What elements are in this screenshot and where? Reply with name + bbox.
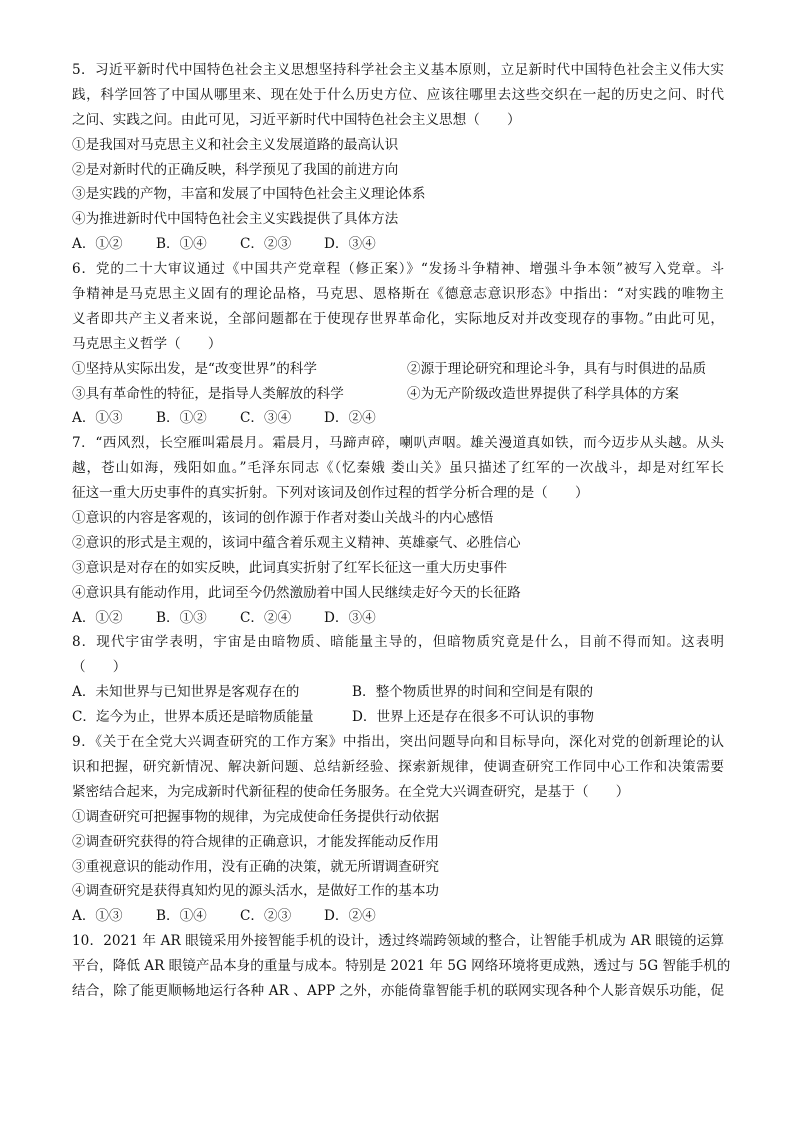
statement-item: ②意识的形式是主观的，该词中蕴含着乐观主义精神、英雄豪气、必胜信心 <box>72 534 521 551</box>
question-stem: （ ） <box>72 659 127 676</box>
option-d: D．世界上还是存在很多不可认识的事物 <box>352 709 594 726</box>
statement-item: ②是对新时代的正确反映，科学预见了我国的前进方向 <box>72 161 399 178</box>
question-stem: 5．习近平新时代中国特色社会主义思想坚持科学社会主义基本原则，立足新时代中国特色社会主义伟大实 <box>72 62 724 78</box>
statement-item: ①调查研究可把握事物的规律，为完成使命任务提供行动依据 <box>72 808 440 825</box>
question-stem: 争精神是马克思主义固有的理论品格，马克思、恩格斯在《德意志意识形态》中指出：“对实践的唯物主 <box>72 286 724 303</box>
option-c: C．②③ <box>240 908 292 925</box>
question-stem: 10．2021 年 AR 眼镜采用外接智能手机的设计，透过终端跨领域的整合，让智能手机成为 AR 眼镜的运算 <box>72 933 724 950</box>
option-c: C．迄今为止，世界本质还是暗物质能量 <box>72 709 314 726</box>
question-stem: 识和把握，研究新情况、解决新问题、总结新经验、探索新规律，使调查研究工作同中心工作和决策需要 <box>72 758 724 775</box>
question-5 <box>72 58 724 257</box>
statement-item: ③是实践的产物，丰富和发展了中国特色社会主义理论体系 <box>72 186 426 203</box>
question-stem: 7．“西风烈，长空雁叫霜晨月。霜晨月，马蹄声碎，喇叭声咽。雄关漫道真如铁，而今迈步从头越。从头 <box>72 435 724 452</box>
answer-options <box>72 904 724 929</box>
question-stem: 结合，除了能更顺畅地运行各种 AR 、APP 之外，亦能倚靠智能手机的联网实现各种个人影音娱乐功能，促 <box>72 982 724 999</box>
statement-item: ②调查研究获得的符合规律的正确意识，才能发挥能动反作用 <box>72 833 440 850</box>
question-8 <box>72 630 724 730</box>
statement-item: ①意识的内容是客观的，该词的创作源于作者对娄山关战斗的内心感悟 <box>72 510 494 527</box>
statement-row <box>72 382 724 407</box>
option-a: A．①② <box>72 236 123 253</box>
question-10 <box>72 929 731 1004</box>
question-stem: 紧密结合起来，为完成新时代新征程的使命任务服务。在全党大兴调查研究，是基于（ ） <box>72 783 630 800</box>
option-d: D．③④ <box>324 236 376 253</box>
option-a: A．①③ <box>72 410 123 427</box>
statement-item: ③意识是对存在的如实反映，此词真实折射了红军长征这一重大历史事件 <box>72 559 507 576</box>
statement-row <box>72 357 724 382</box>
question-stem: 越，苍山如海，残阳如血。”毛泽东同志《（忆秦娥 娄山关》虽只描述了红军的一次战斗，却是对红军长 <box>72 460 724 477</box>
question-stem: 马克思主义哲学（ ） <box>72 335 222 352</box>
option-d: D．②④ <box>324 410 376 427</box>
question-stem: 平台，降低 AR 眼镜产品本身的重量与成本。特别是 2021 年 5G 网络环境将更成熟，透过与 5G 智能手机的 <box>72 958 731 975</box>
option-b: B．①③ <box>156 609 207 626</box>
answer-options <box>72 232 724 257</box>
option-row <box>72 680 724 705</box>
question-6 <box>72 257 724 431</box>
statement-item: ④意识具有能动作用，此词至今仍然激励着中国人民继续走好今天的长征路 <box>72 584 521 601</box>
option-a: A．①② <box>72 609 123 626</box>
option-a: A．①③ <box>72 908 123 925</box>
option-a: A．未知世界与已知世界是客观存在的 <box>72 684 300 701</box>
answer-options <box>72 406 724 431</box>
question-stem: 践，科学回答了中国从哪里来、现在处于什么历史方位、应该往哪里去这些交织在一起的历史之问、时代 <box>72 86 724 103</box>
question-7 <box>72 431 724 630</box>
statement-item: ③重视意识的能动作用，没有正确的决策，就无所谓调查研究 <box>72 858 440 875</box>
option-d: D．③④ <box>324 609 376 626</box>
option-b: B．整个物质世界的时间和空间是有限的 <box>352 684 594 701</box>
question-9 <box>72 730 724 929</box>
exam-page <box>72 58 731 1004</box>
statement-item: ②源于理论研究和理论斗争，具有与时俱进的品质 <box>407 360 707 377</box>
statement-item: ③具有革命性的特征，是指导人类解放的科学 <box>72 385 344 402</box>
statement-item: ④调查研究是获得真知灼见的源头活水，是做好工作的基本功 <box>72 883 440 900</box>
statement-item: ①是我国对马克思主义和社会主义发展道路的最高认识 <box>72 136 399 153</box>
question-stem: 义者即共产主义者来说，全部问题都在于使现存世界革命化，实际地反对并改变现存的事物。”由此可见， <box>72 310 724 327</box>
question-stem: 6．党的二十大审议通过《中国共产党章程（修正案）》“发扬斗争精神、增强斗争本领”被写入党章。斗 <box>72 261 724 278</box>
question-stem: 9．《关于在全党大兴调查研究的工作方案》中指出，突出问题导向和目标导向，深化对党的创新理论的认 <box>72 734 724 751</box>
option-c: C．②④ <box>240 609 292 626</box>
option-c: C．②③ <box>240 236 292 253</box>
question-stem: 征这一重大历史事件的真实折射。下列对该词及创作过程的哲学分析合理的是（ ） <box>72 485 589 502</box>
statement-item: ①坚持从实际出发，是“改变世界”的科学 <box>72 360 317 377</box>
option-row <box>72 705 724 730</box>
option-c: C．③④ <box>240 410 292 427</box>
option-b: B．①④ <box>156 908 207 925</box>
statement-item: ④为推进新时代中国特色社会主义实践提供了具体方法 <box>72 211 399 228</box>
option-b: B．①④ <box>156 236 207 253</box>
option-d: D．②④ <box>324 908 376 925</box>
option-b: B．①② <box>156 410 207 427</box>
statement-item: ④为无产阶级改造世界提供了科学具体的方案 <box>407 385 679 402</box>
question-stem: 8．现代宇宙学表明，宇宙是由暗物质、暗能量主导的，但暗物质究竟是什么，目前不得而知。这表明 <box>72 634 724 651</box>
answer-options <box>72 606 724 631</box>
question-stem: 之问、实践之问。由此可见，习近平新时代中国特色社会主义思想（ ） <box>72 111 521 128</box>
